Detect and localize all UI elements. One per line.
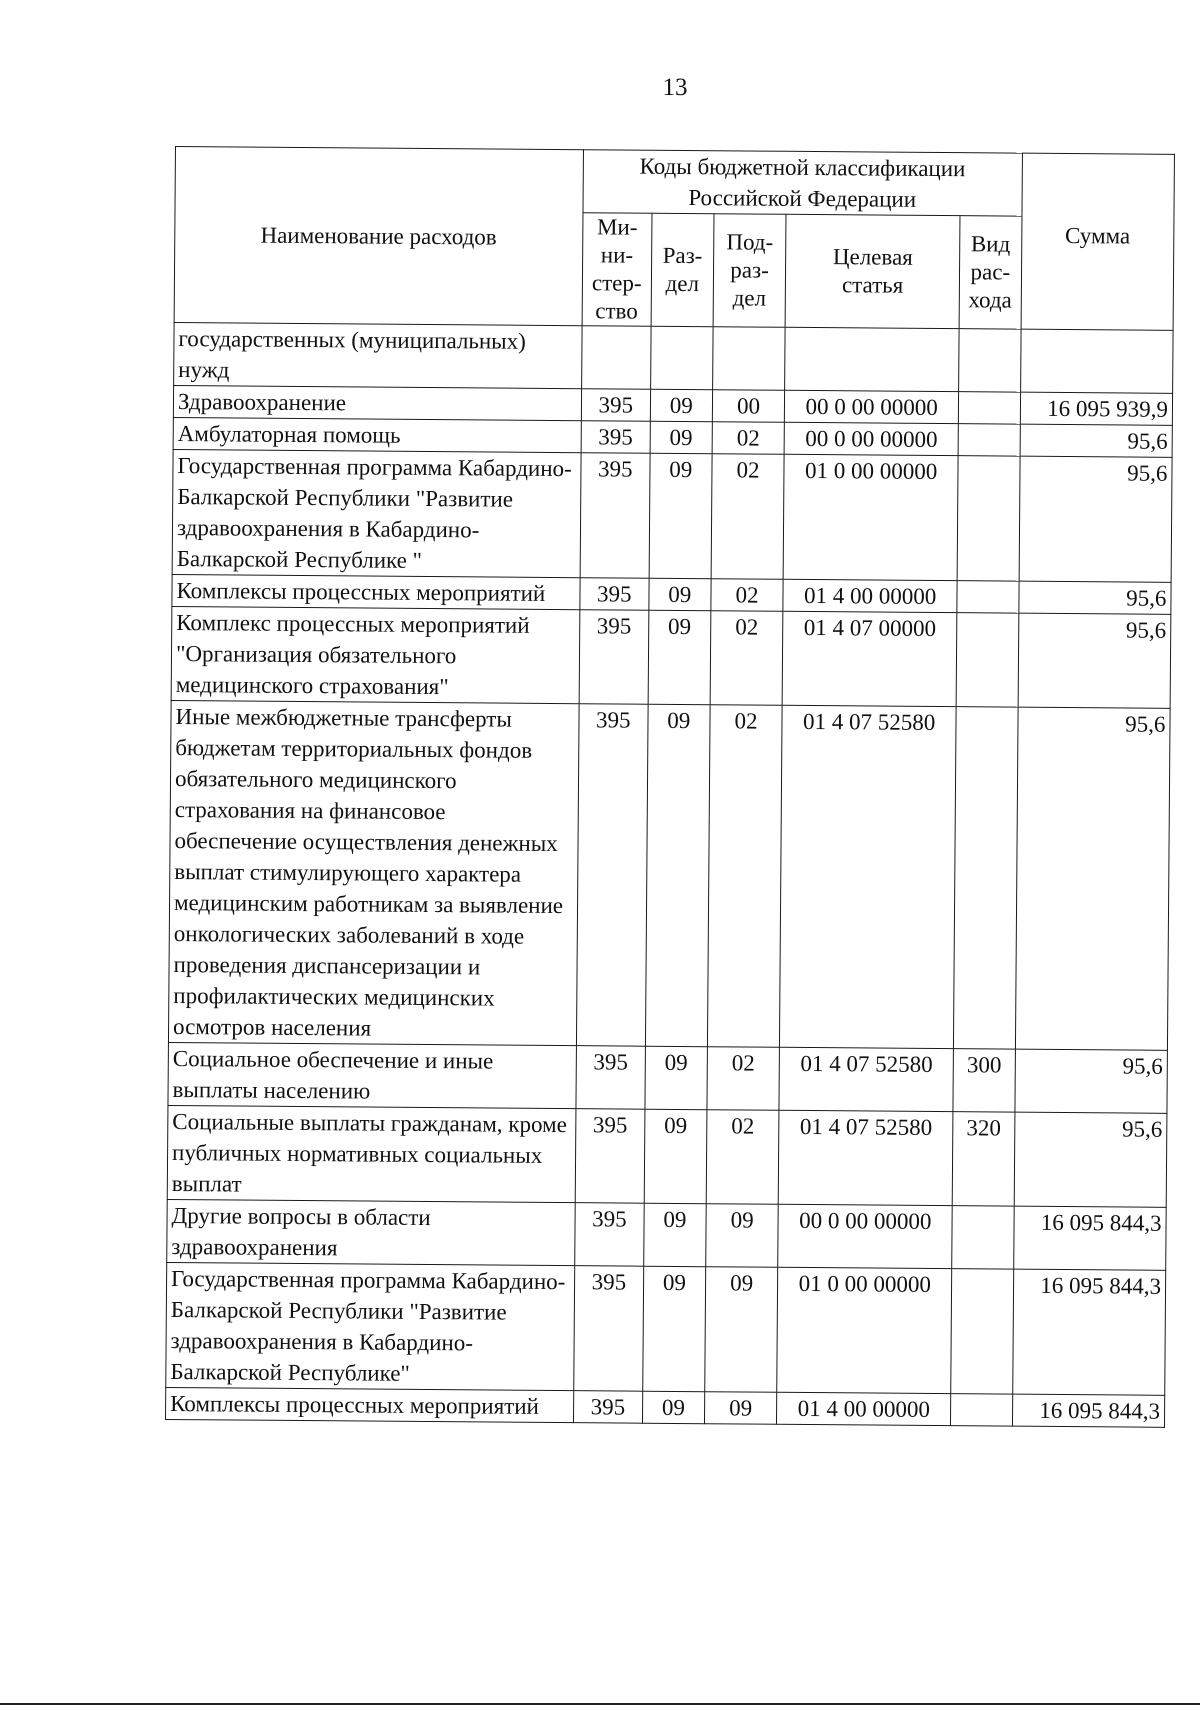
row-subsection: 02 xyxy=(706,1110,780,1205)
row-target: 00 0 00 00000 xyxy=(785,390,959,423)
row-target xyxy=(785,327,959,391)
row-subsection: 02 xyxy=(711,579,784,612)
row-section: 09 xyxy=(645,1046,707,1109)
row-amount: 95,6 xyxy=(1014,1112,1167,1207)
row-subsection: 02 xyxy=(707,705,782,1048)
row-type xyxy=(951,1269,1014,1394)
table-row xyxy=(174,322,1173,393)
header-amount: Сумма xyxy=(1021,153,1175,330)
table-row xyxy=(167,1105,1167,1207)
row-section: 09 xyxy=(646,704,710,1046)
row-target: 01 4 07 52580 xyxy=(780,705,956,1048)
header-target: Целевая статья xyxy=(786,214,960,328)
row-type xyxy=(958,392,1020,424)
row-type xyxy=(950,1394,1012,1426)
row-target: 01 0 00 00000 xyxy=(784,454,959,580)
row-type xyxy=(957,581,1019,613)
page-number: 13 xyxy=(662,74,688,101)
row-amount xyxy=(1020,329,1173,393)
table-row xyxy=(167,1199,1166,1270)
row-subsection: 00 xyxy=(712,390,785,423)
header-expense-type: Вид рас- хода xyxy=(959,216,1022,329)
row-subsection: 02 xyxy=(711,454,785,580)
row-ministry: 395 xyxy=(580,453,650,579)
row-name: Государственная программа Кабардино-Балкарской Республики "Развитие здравоохранения в Кабардино-Балкарской Республике" xyxy=(166,1262,575,1390)
header-subsection: Под- раз- дел xyxy=(713,214,787,328)
row-type xyxy=(952,1206,1014,1269)
table-row xyxy=(165,1387,1164,1427)
header-section: Раз- дел xyxy=(651,213,713,326)
row-section: 09 xyxy=(643,1391,705,1423)
row-name: Социальное обеспечение и иные выплаты населению xyxy=(168,1042,576,1108)
row-ministry: 395 xyxy=(579,610,649,705)
header-name: Наименование расходов xyxy=(174,147,583,326)
row-ministry: 395 xyxy=(573,1391,643,1424)
row-type: 300 xyxy=(953,1049,1015,1112)
row-type xyxy=(953,707,1017,1049)
row-name: Здравоохранение xyxy=(173,385,581,420)
row-name: государственных (муниципальных) нужд xyxy=(174,322,582,388)
row-ministry: 395 xyxy=(581,389,651,422)
row-target: 01 4 07 00000 xyxy=(783,611,957,706)
row-name: Социальные выплаты гражданам, кроме публичных нормативных социальных выплат xyxy=(167,1105,575,1202)
row-type: 320 xyxy=(952,1112,1014,1206)
row-section: 09 xyxy=(643,1266,706,1391)
row-amount: 16 095 939,9 xyxy=(1020,392,1173,425)
row-subsection: 09 xyxy=(704,1392,777,1425)
row-subsection: 02 xyxy=(712,422,785,455)
row-name: Комплекс процессных мероприятий "Организация обязательного медицинского страхования" xyxy=(171,606,579,703)
row-ministry: 395 xyxy=(580,578,650,611)
row-section: 09 xyxy=(649,578,711,610)
row-subsection: 09 xyxy=(705,1204,778,1268)
row-target: 01 4 07 52580 xyxy=(779,1110,953,1205)
row-section xyxy=(651,326,713,389)
row-amount: 95,6 xyxy=(1015,707,1170,1050)
row-amount: 95,6 xyxy=(1015,1049,1168,1113)
row-target: 01 4 00 00000 xyxy=(777,1392,951,1425)
row-target: 01 4 00 00000 xyxy=(783,579,957,612)
budget-table xyxy=(165,146,1175,1428)
row-section: 09 xyxy=(649,453,712,578)
table-row xyxy=(171,606,1171,708)
row-name: Государственная программа Кабардино-Балкарской Республики "Развитие здравоохранения в Кабардино-Балкарской Республике " xyxy=(172,449,581,577)
row-ministry: 395 xyxy=(573,1266,643,1392)
row-section: 09 xyxy=(644,1109,706,1203)
row-target: 01 0 00 00000 xyxy=(777,1267,952,1393)
header-ministry: Ми- ни- стер- ство xyxy=(582,213,652,327)
table-row xyxy=(168,700,1170,1050)
row-section: 09 xyxy=(648,610,710,704)
row-ministry: 395 xyxy=(581,421,651,454)
table-header xyxy=(174,147,1174,331)
table-row xyxy=(172,449,1172,582)
row-section: 09 xyxy=(650,389,712,421)
row-type xyxy=(959,329,1021,392)
row-ministry: 395 xyxy=(576,704,648,1047)
row-amount: 16 095 844,3 xyxy=(1012,1394,1165,1427)
row-type xyxy=(957,456,1020,581)
table-row xyxy=(166,1262,1166,1395)
row-section: 09 xyxy=(644,1203,706,1266)
row-amount: 16 095 844,3 xyxy=(1013,1206,1166,1270)
row-amount: 16 095 844,3 xyxy=(1012,1269,1165,1395)
row-ministry: 395 xyxy=(574,1203,644,1267)
row-ministry: 395 xyxy=(575,1109,645,1204)
row-amount: 95,6 xyxy=(1018,581,1171,614)
row-subsection xyxy=(712,327,785,391)
row-subsection: 02 xyxy=(707,1047,780,1111)
row-type xyxy=(958,424,1020,456)
row-subsection: 02 xyxy=(710,611,784,706)
row-subsection: 09 xyxy=(704,1267,778,1393)
row-name: Комплексы процессных мероприятий xyxy=(165,1387,573,1422)
row-section: 09 xyxy=(650,421,712,453)
header-codes-group: Коды бюджетной классификации Российской Федерации xyxy=(583,150,1022,216)
table-body xyxy=(165,322,1173,1427)
row-target: 01 4 07 52580 xyxy=(779,1047,953,1111)
row-name: Комплексы процессных мероприятий xyxy=(172,574,580,609)
row-name: Иные межбюджетные трансферты бюджетам территориальных фондов обязательного медицинского страхования на финансовое обеспечение осуществления денежных выплат стимулирующего характера медицинским работникам за выявление онкологических заболеваний в ходе проведения диспансеризации и профилактических медицинских осмотров населения xyxy=(168,700,578,1045)
row-ministry xyxy=(581,326,651,390)
table-row xyxy=(168,1042,1167,1113)
row-target: 00 0 00 00000 xyxy=(785,422,959,455)
scan-edge-line xyxy=(0,1703,1200,1705)
row-name: Амбулаторная помощь xyxy=(173,417,581,452)
row-type xyxy=(956,613,1018,707)
row-amount: 95,6 xyxy=(1019,456,1172,582)
row-ministry: 395 xyxy=(576,1046,646,1110)
row-name: Другие вопросы в области здравоохранения xyxy=(167,1199,575,1265)
row-amount: 95,6 xyxy=(1018,613,1171,708)
row-target: 00 0 00 00000 xyxy=(778,1204,952,1268)
row-amount: 95,6 xyxy=(1020,424,1173,457)
